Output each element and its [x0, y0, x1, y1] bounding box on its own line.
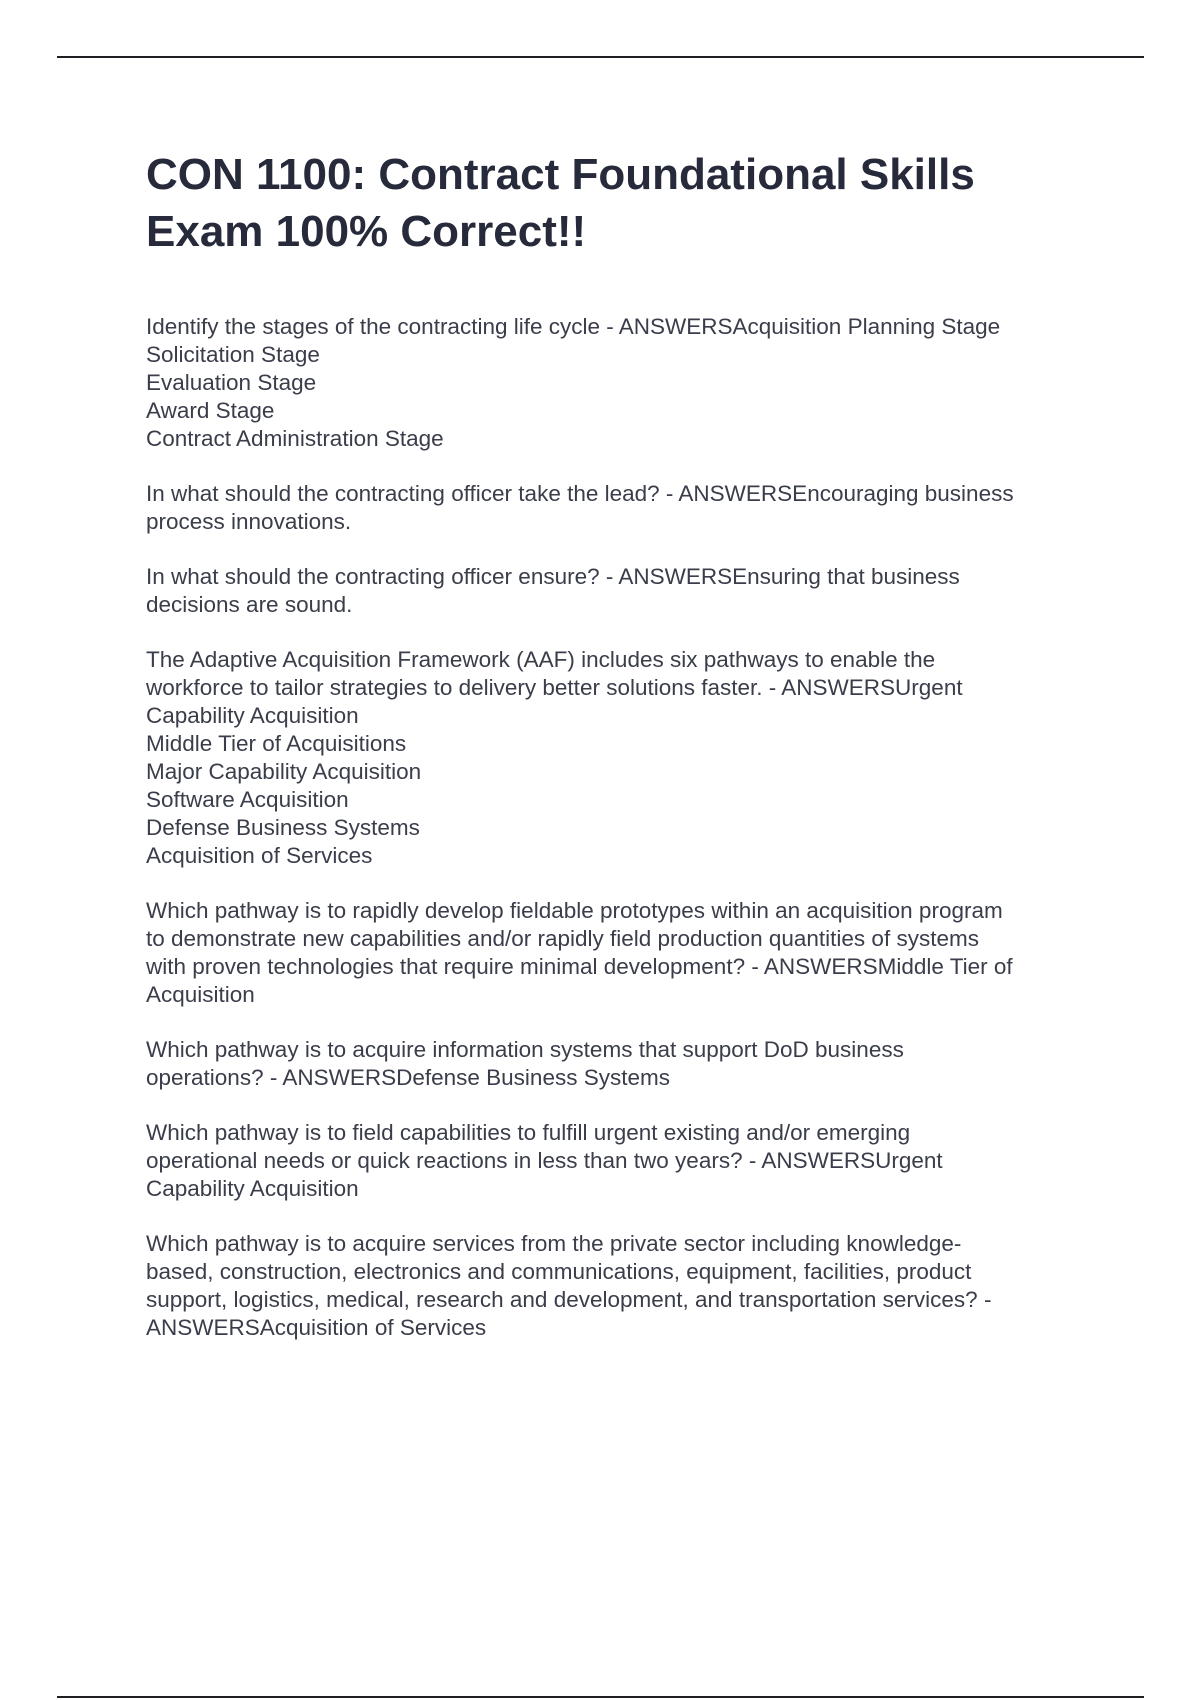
qa-line: Defense Business Systems — [146, 815, 420, 840]
qa-list — [146, 313, 1096, 1369]
qa-item — [146, 480, 1096, 536]
qa-line: Acquisition of Services — [146, 843, 373, 868]
qa-line: Major Capability Acquisition — [146, 759, 422, 784]
qa-line: Evaluation Stage — [146, 370, 317, 395]
qa-line: Contract Administration Stage — [146, 426, 444, 451]
qa-item — [146, 563, 1096, 619]
qa-item — [146, 1036, 1096, 1092]
qa-line: operational needs or quick reactions in less than two years? - ANSWERSUrgent — [146, 1148, 943, 1173]
qa-line: The Adaptive Acquisition Framework (AAF) includes six pathways to enable the — [146, 647, 936, 672]
qa-line: Software Acquisition — [146, 787, 349, 812]
qa-line: decisions are sound. — [146, 592, 353, 617]
qa-line: to demonstrate new capabilities and/or rapidly field production quantities of systems — [146, 926, 979, 951]
qa-item — [146, 1119, 1096, 1203]
qa-line: Award Stage — [146, 398, 275, 423]
qa-item — [146, 313, 1096, 453]
qa-line: ANSWERSAcquisition of Services — [146, 1315, 487, 1340]
qa-line: Middle Tier of Acquisitions — [146, 731, 407, 756]
qa-item — [146, 1230, 1096, 1342]
qa-line: Capability Acquisition — [146, 703, 359, 728]
qa-line: Capability Acquisition — [146, 1176, 359, 1201]
qa-line: workforce to tailor strategies to delivery better solutions faster. - ANSWERSUrgent — [146, 675, 963, 700]
qa-line: Which pathway is to field capabilities to fulfill urgent existing and/or emerging — [146, 1120, 911, 1145]
title-line: CON 1100: Contract Foundational Skills — [146, 150, 975, 199]
qa-line: Which pathway is to rapidly develop fieldable prototypes within an acquisition program — [146, 898, 1003, 923]
qa-line: with proven technologies that require minimal development? - ANSWERSMiddle Tier of — [146, 954, 1013, 979]
title-line: Exam 100% Correct!! — [146, 207, 587, 256]
top-rule — [57, 56, 1144, 58]
qa-line: In what should the contracting officer ensure? - ANSWERSEnsuring that business — [146, 564, 960, 589]
qa-line: based, construction, electronics and communications, equipment, facilities, product — [146, 1259, 972, 1284]
qa-item — [146, 646, 1096, 870]
qa-line: Which pathway is to acquire information systems that support DoD business — [146, 1037, 904, 1062]
qa-line: Solicitation Stage — [146, 342, 320, 367]
qa-line: In what should the contracting officer take the lead? - ANSWERSEncouraging business — [146, 481, 1014, 506]
qa-item — [146, 897, 1096, 1009]
qa-line: support, logistics, medical, research and development, and transportation services? - — [146, 1287, 992, 1312]
bottom-rule — [57, 1696, 1144, 1698]
page-title — [146, 146, 1106, 260]
qa-line: Which pathway is to acquire services from the private sector including knowledge- — [146, 1231, 962, 1256]
qa-line: Identify the stages of the contracting life cycle - ANSWERSAcquisition Planning Stage — [146, 314, 1001, 339]
qa-line: Acquisition — [146, 982, 255, 1007]
qa-line: operations? - ANSWERSDefense Business Systems — [146, 1065, 670, 1090]
qa-line: process innovations. — [146, 509, 352, 534]
